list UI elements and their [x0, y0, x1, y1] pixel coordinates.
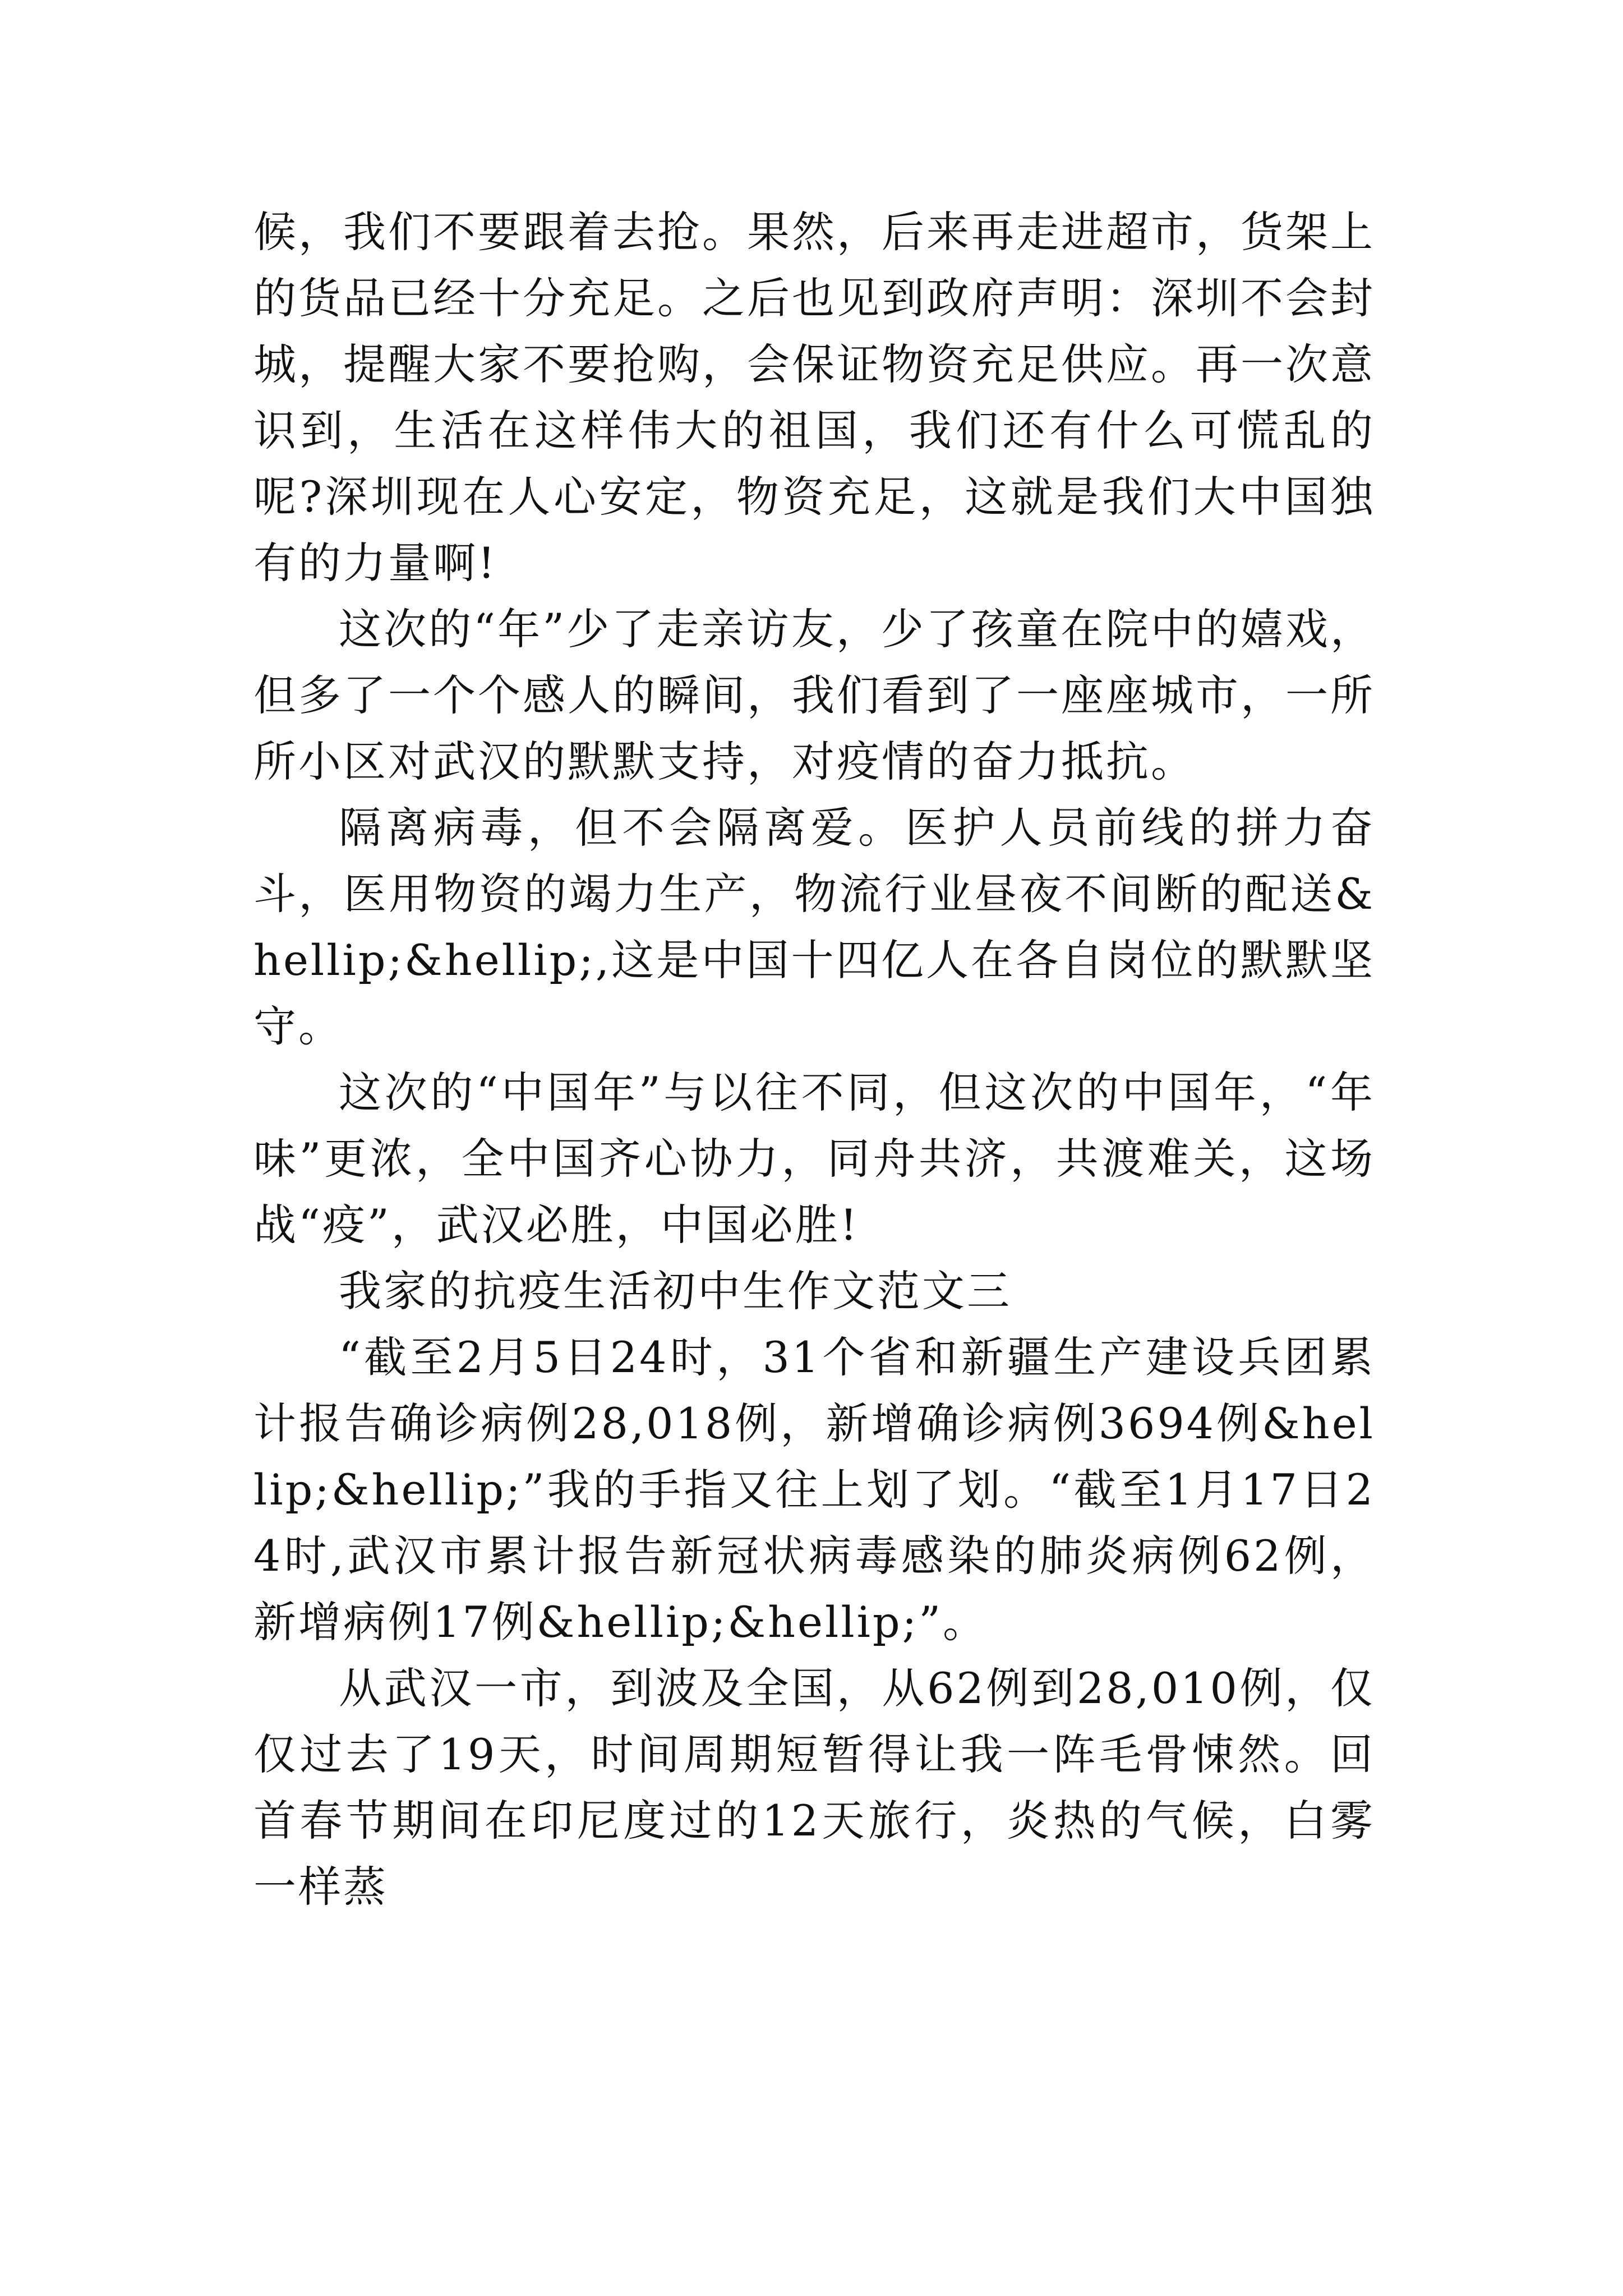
section-heading: 我家的抗疫生活初中生作文范文三: [339, 1266, 1012, 1316]
document-body: [253, 199, 1375, 1920]
paragraph-3: 隔离病毒，但不会隔离爱。医护人员前线的拼力奋斗，医用物资的竭力生产，物流行业昼夜不间断的配送&hellip;&hellip;,这是中国十四亿人在各自岗位的默默坚守。: [253, 803, 1375, 1051]
paragraph-2: 这次的“年”少了走亲访友，少了孩童在院中的嬉戏，但多了一个个感人的瞬间，我们看到了一座座城市，一所所小区对武汉的默默支持，对疫情的奋力抵抗。: [253, 604, 1375, 786]
paragraph-5: “截至2月5日24时，31个省和新疆生产建设兵团累计报告确诊病例28,018例，新增确诊病例3694例&hellip;&hellip;”我的手指又往上划了划。“截至1月17日24时,武汉市累计报告新冠状病毒感染的肺炎病例62例，新增病例17例&hellip;&hellip;”。: [253, 1332, 1375, 1647]
paragraph-4: 这次的“中国年”与以往不同，但这次的中国年，“年味”更浓，全中国齐心协力，同舟共济，共渡难关，这场战“疫”，武汉必胜，中国必胜!: [253, 1068, 1375, 1250]
paragraph-6: 从武汉一市，到波及全国，从62例到28,010例，仅仅过去了19天，时间周期短暂得让我一阵毛骨悚然。回首春节期间在印尼度过的12天旅行，炎热的气候，白雾一样蒸: [253, 1663, 1375, 1912]
paragraph-1: 候，我们不要跟着去抢。果然，后来再走进超市，货架上的货品已经十分充足。之后也见到政府声明：深圳不会封城，提醒大家不要抢购，会保证物资充足供应。再一次意识到，生活在这样伟大的祖国，我们还有什么可慌乱的呢?深圳现在人心安定，物资充足，这就是我们大中国独有的力量啊!: [253, 207, 1375, 588]
